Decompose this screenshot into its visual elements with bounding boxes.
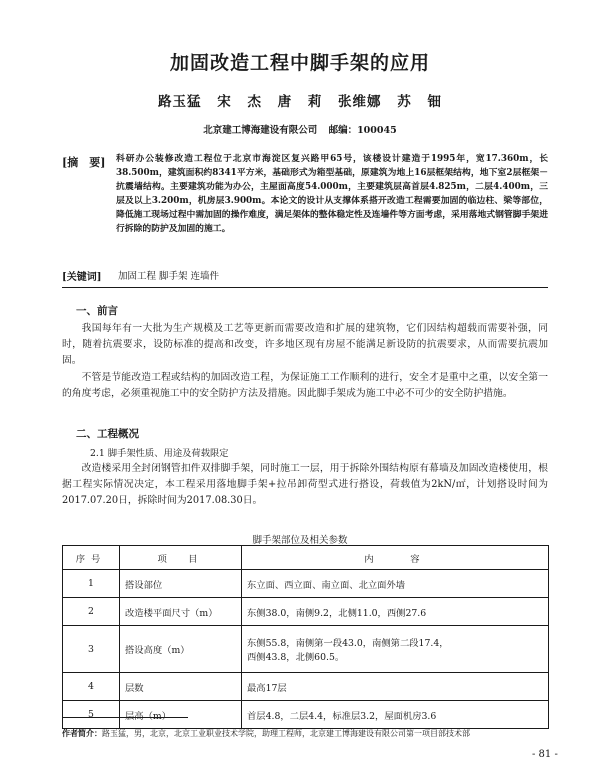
page-number: - 81 - bbox=[532, 749, 558, 760]
abstract-text: 科研办公装修改造工程位于北京市海淀区复兴路甲65号，该楼设计建造于1995年，宽17.360m，长38.500m，建筑面积约8341平方米，基础形式为箱型基础，原建筑为地上16层框架结构，地下室2层框架－抗震墙结构。主要建筑功能为办公，主屋面高度54.000m，主要建筑层高首层4.825m，二层4.400m，三层及以上3.200m，机房层3.900m。本论文的设计从支撑体系搭开改造工程需要加固的临边柱、梁等部位，降低施工现场过程中需加固的操作难度，满足架体的整体稳定性及连墙件等方面考虑，采用落地式钢管脚手架进行拆除的防护及加固的施工。 bbox=[116, 154, 548, 234]
table-row bbox=[63, 701, 549, 729]
table-cell-item: 层数 bbox=[120, 673, 242, 701]
table-cell-no: 1 bbox=[63, 570, 120, 598]
table-header-row bbox=[63, 546, 549, 570]
table-header-cell: 内 容 bbox=[242, 546, 549, 570]
table-cell-no: 4 bbox=[63, 673, 120, 701]
footnote-text: 路玉猛，男，北京，北京工业职业技术学院，助理工程师，北京建工博海建设有限公司第一项目部技术部 bbox=[102, 729, 470, 738]
section-paragraph: 我国每年有一大批为生产规模及工艺等更新而需要改造和扩展的建筑物，它们因结构超载而需要补强，同时，随着抗震要求，设防标准的提高和改变，许多地区现有房屋不能满足新设防的抗震要求，从而需要抗震加固。 bbox=[62, 323, 548, 366]
keywords-text: 加固工程 脚手架 连墙件 bbox=[118, 271, 220, 282]
table-cell-no: 3 bbox=[63, 626, 120, 673]
table-cell-item: 层高（m） bbox=[120, 701, 242, 729]
table-cell-item: 搭设高度（m） bbox=[120, 626, 242, 673]
header-divider bbox=[62, 287, 548, 288]
keywords-label: [关键词] bbox=[62, 272, 102, 283]
section-heading-overview: 二、工程概况 bbox=[76, 428, 139, 440]
table-header-cell: 序号 bbox=[63, 546, 120, 570]
table-header-cell: 项 目 bbox=[120, 546, 242, 570]
table-row bbox=[63, 598, 549, 626]
table-caption: 脚手架部位及相关参数 bbox=[252, 535, 348, 546]
parameters-table bbox=[62, 545, 549, 729]
author-list: 路玉猛 宋 杰 唐 莉 张维娜 苏 钿 bbox=[158, 94, 442, 110]
affiliation: 北京建工博海建设有限公司 邮编：100045 bbox=[203, 125, 397, 136]
abstract-label: [摘 要] bbox=[62, 156, 106, 169]
table-cell-content: 东立面、西立面、南立面、北立面外墙 bbox=[242, 570, 549, 598]
table-cell-no: 2 bbox=[63, 598, 120, 626]
section-paragraph: 改造楼采用全封闭钢管扣件双排脚手架，同时施工一层，用于拆除外围结构原有幕墙及加固改造楼使用，根据工程实际情况决定，本工程采用落地脚手架+拉吊卸荷型式进行搭设，荷载值为2kN/㎡，计划搭设时间为2017.07.20日，拆除时间为2017.08.30日。 bbox=[62, 463, 548, 506]
section-paragraph: 不管是节能改造工程或结构的加固改造工程，为保证施工工作顺利的进行，安全才是重中之重，以安全第一的角度考虑，必须重视施工中的安全防护方法及措施。因此脚手架成为施工中必不可少的安全防护措施。 bbox=[62, 372, 548, 399]
table-cell-line: 西侧43.8，北侧60.5。 bbox=[247, 652, 345, 663]
table-row bbox=[63, 626, 549, 673]
table-cell-content: 东侧38.0，南侧9.2，北侧11.0，西侧27.6 bbox=[242, 598, 549, 626]
subsection-heading: 2.1 脚手架性质、用途及荷载限定 bbox=[90, 448, 229, 459]
paper-title: 加固改造工程中脚手架的应用 bbox=[169, 52, 430, 74]
table-cell-content: 最高17层 bbox=[242, 673, 549, 701]
table-cell-item: 改造楼平面尺寸（m） bbox=[120, 598, 242, 626]
section-heading-preface: 一、前言 bbox=[76, 305, 118, 317]
footnote-label: 作者简介： bbox=[62, 728, 102, 738]
table-cell-content: 首层4.8，二层4.4，标准层3.2，屋面机房3.6 bbox=[242, 701, 549, 729]
table-cell-no: 5 bbox=[63, 701, 120, 729]
table-cell-line: 东侧55.8，南侧第一段43.0，南侧第二段17.4， bbox=[247, 638, 449, 649]
author-footnote bbox=[62, 728, 470, 739]
footnote-divider bbox=[62, 717, 188, 718]
table-cell-content bbox=[242, 626, 549, 673]
table-row bbox=[63, 673, 549, 701]
table-row bbox=[63, 570, 549, 598]
table-cell-item: 搭设部位 bbox=[120, 570, 242, 598]
